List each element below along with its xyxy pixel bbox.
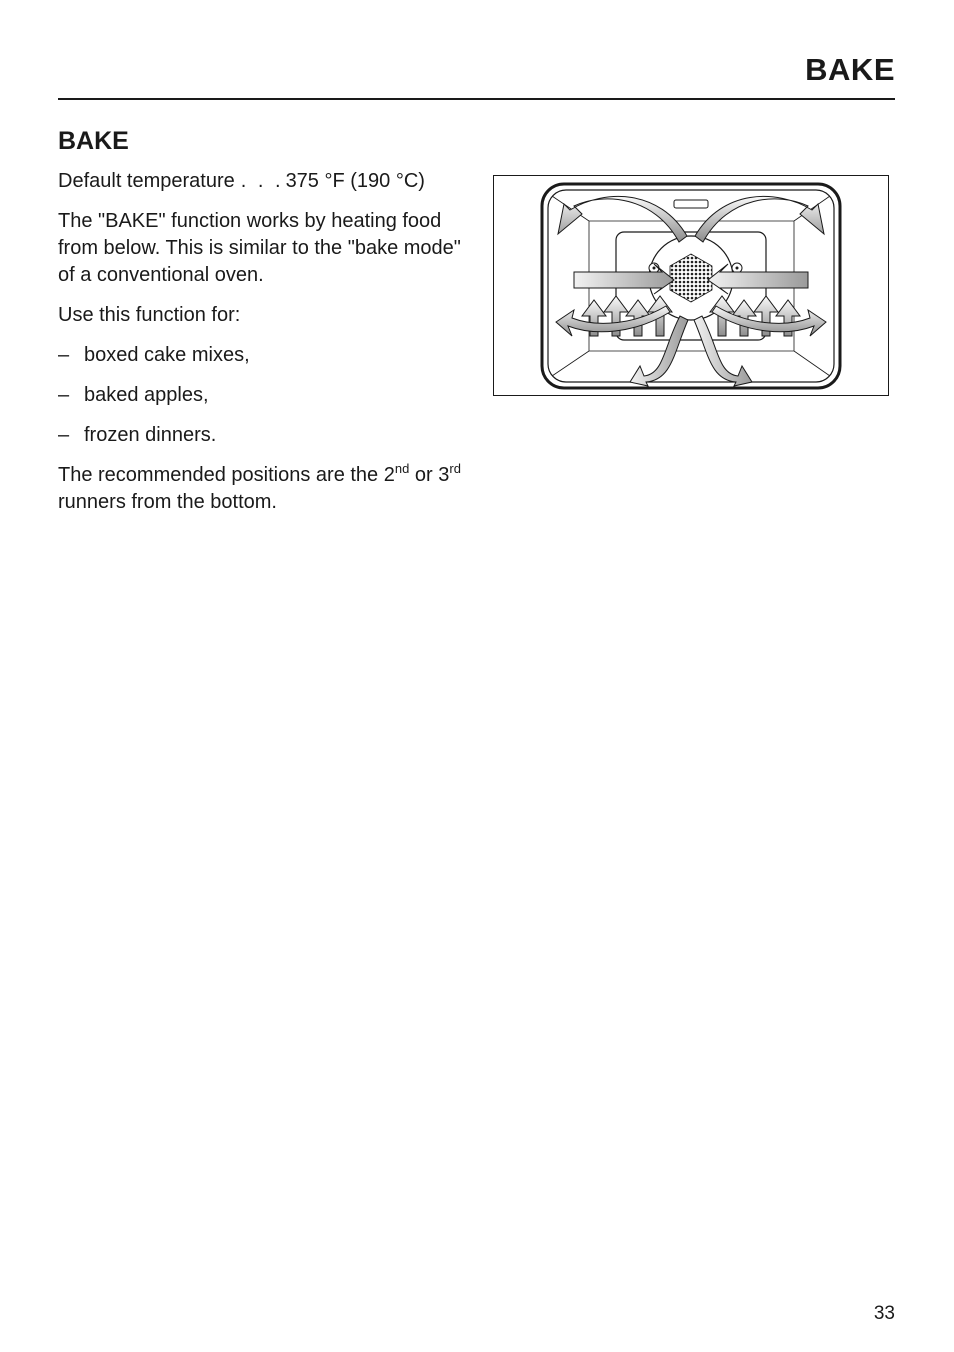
recommended-positions (58, 462, 478, 516)
positions-text-2: or 3 (409, 464, 450, 486)
oven-airflow-diagram-icon (494, 176, 887, 394)
page-header-title: BAKE (805, 52, 895, 87)
positions-sup-2: rd (449, 461, 461, 476)
list-item-text: boxed cake mixes, (84, 344, 250, 366)
positions-sup-1: nd (394, 461, 410, 476)
page-number: 33 (873, 1303, 895, 1324)
leader-dots: . . . (240, 170, 284, 192)
list-dash: – (58, 344, 70, 366)
use-intro: Use this function for: (58, 304, 241, 326)
function-description: The "BAKE" function works by heating food from below. This is similar to the "bake mode" of a conventional oven. (58, 210, 461, 286)
list-dash: – (58, 424, 70, 446)
list-dash: – (58, 384, 70, 406)
section-heading: BAKE (58, 127, 129, 155)
use-list (58, 342, 478, 449)
list-item-text: frozen dinners. (84, 424, 217, 446)
list-item (58, 342, 478, 369)
oven-airflow-figure (493, 175, 889, 396)
header-divider (58, 98, 895, 100)
list-item (58, 382, 478, 409)
positions-text-3: runners from the bottom. (58, 491, 277, 513)
default-temperature-line (58, 168, 478, 195)
default-temperature-label: Default temperature (58, 170, 235, 192)
body-text-column (58, 168, 478, 529)
list-item (58, 422, 478, 449)
list-item-text: baked apples, (84, 384, 209, 406)
default-temperature-value: 375 °F (190 °C) (285, 170, 425, 192)
positions-text-1: The recommended positions are the 2 (58, 464, 395, 486)
